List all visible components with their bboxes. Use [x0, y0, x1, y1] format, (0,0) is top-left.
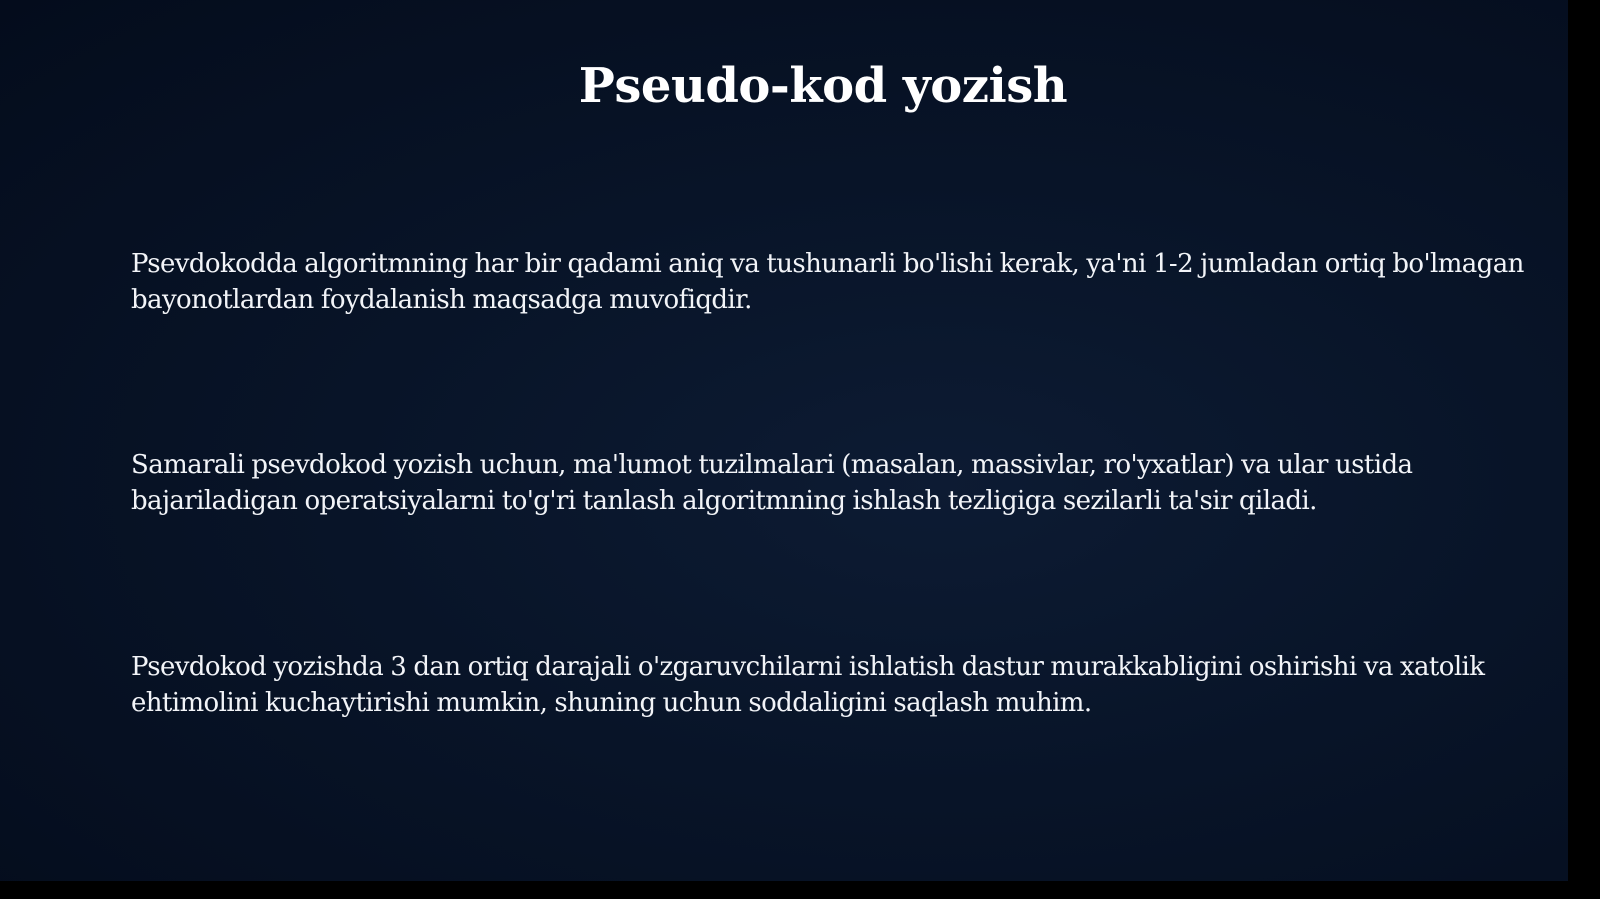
paragraph-3: Psevdokod yozishda 3 dan ortiq darajali o'zgaruvchilarni ishlatish dastur murakkabligini oshirishi va xatolik ehtimolini kuchaytirishi mumkin, shuning uchun soddaligini saqlash muhim. [131, 652, 1485, 718]
slide-title: Pseudo-kod yozish [578, 58, 1068, 114]
paragraph-2: Samarali psevdokod yozish uchun, ma'lumot tuzilmalari (masalan, massivlar, ro'yxatlar) va ular ustida bajariladigan operatsiyalarni to'g'ri tanlash algoritmning ishlash tezligiga sezilarli ta'sir qiladi. [131, 450, 1413, 516]
paragraph-1: Psevdokodda algoritmning har bir qadami aniq va tushunarli bo'lishi kerak, ya'ni 1-2 jumladan ortiq bo'lmagan bayonotlardan foydalanish maqsadga muvofiqdir. [131, 249, 1524, 315]
